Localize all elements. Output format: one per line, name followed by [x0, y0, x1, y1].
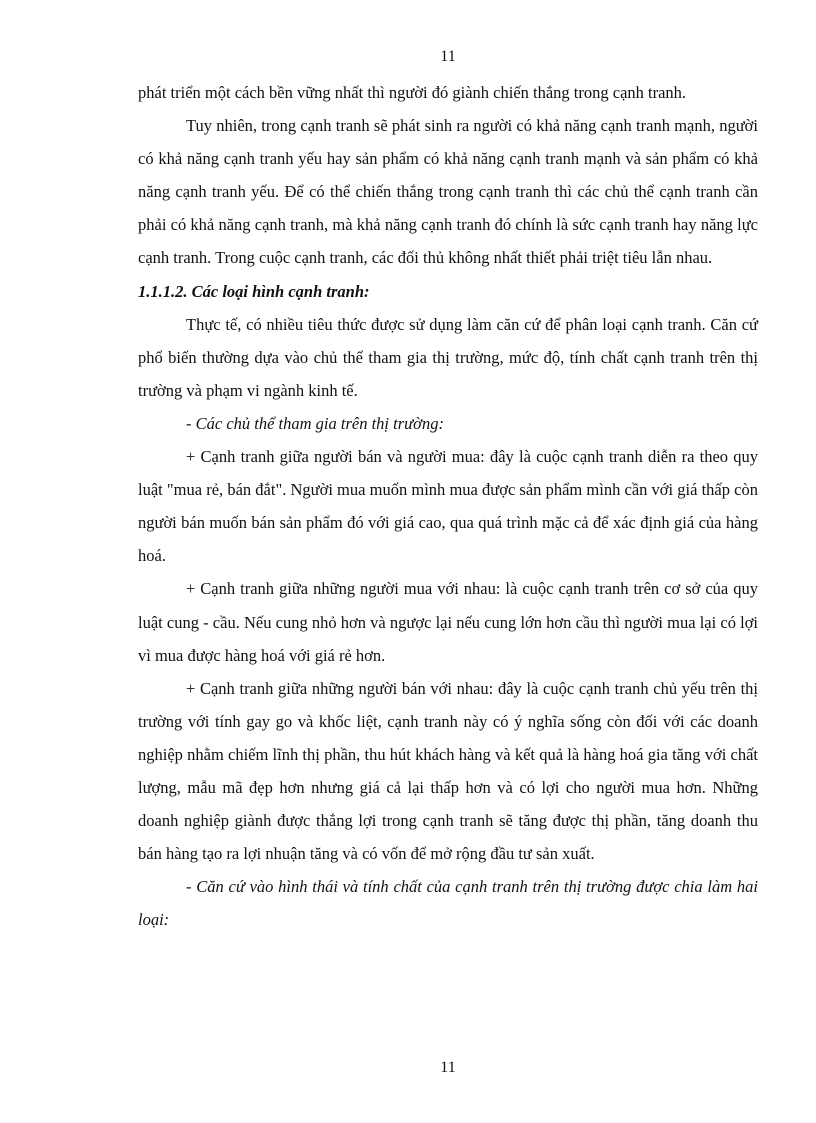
- page-number-top: 11: [440, 48, 456, 65]
- subheading-forms-nature: - Căn cứ vào hình thái và tính chất của cạnh tranh trên thị trường được chia làm hai loại:: [138, 877, 758, 930]
- paragraph-continuation: phát triển một cách bền vững nhất thì người đó giành chiến thắng trong cạnh tranh.: [138, 83, 687, 102]
- paragraph-seller-buyer: + Cạnh tranh giữa người bán và người mua: đây là cuộc cạnh tranh diễn ra theo quy luật "mua rẻ, bán đắt". Người mua muốn mình mua được sản phẩm mình cần với giá thấp còn người bán muốn bán sản phẩm đó với giá cao, qua quá trình mặc cả để xác định giá của hàng hoá.: [138, 447, 758, 566]
- subheading-market-participants: - Các chủ thể tham gia trên thị trường:: [186, 413, 444, 433]
- paragraph-competition-capability: Tuy nhiên, trong cạnh tranh sẽ phát sinh ra người có khả năng cạnh tranh mạnh, người có khả năng cạnh tranh yếu hay sản phẩm có khả năng cạnh tranh mạnh và sản phẩm có khả năng cạnh tranh yếu. Để có thể chiến thắng trong cạnh tranh thì các chủ thể cạnh tranh cần phải có khả năng cạnh tranh, mà khả năng cạnh tranh đó chính là sức cạnh tranh hay năng lực cạnh tranh. Trong cuộc cạnh tranh, các đối thủ không nhất thiết phải triệt tiêu lẫn nhau.: [138, 116, 758, 268]
- paragraph-buyers: + Cạnh tranh giữa những người mua với nhau: là cuộc cạnh tranh trên cơ sở của quy luật cung - cầu. Nếu cung nhỏ hơn và ngược lại nếu cung lớn hơn cầu thì người mua lại có lợi vì mua được hàng hoá với giá rẻ hơn.: [138, 579, 758, 665]
- section-heading: 1.1.1.2. Các loại hình cạnh tranh:: [138, 281, 370, 301]
- paragraph-classification-criteria: Thực tế, có nhiều tiêu thức được sử dụng làm căn cứ để phân loại cạnh tranh. Căn cứ phổ biến thường dựa vào chủ thể tham gia thị trường, mức độ, tính chất cạnh tranh trên thị trường và phạm vi ngành kinh tế.: [138, 314, 758, 400]
- page-number-bottom: 11: [440, 1059, 456, 1076]
- document-body: [138, 76, 758, 936]
- paragraph-sellers: + Cạnh tranh giữa những người bán với nhau: đây là cuộc cạnh tranh chủ yếu trên thị trường với tính gay go và khốc liệt, cạnh tranh này có ý nghĩa sống còn đối với các doanh nghiệp nhằm chiếm lĩnh thị phần, thu hút khách hàng và kết quả là hàng hoá gia tăng với chất lượng, mẫu mã đẹp hơn nhưng giá cả lại thấp hơn và có lợi cho người mua hơn. Những doanh nghiệp giành được thắng lợi trong cạnh tranh sẽ tăng được thị phần, tăng doanh thu bán hàng tạo ra lợi nhuận tăng và có vốn để mở rộng đầu tư sản xuất.: [138, 678, 758, 864]
